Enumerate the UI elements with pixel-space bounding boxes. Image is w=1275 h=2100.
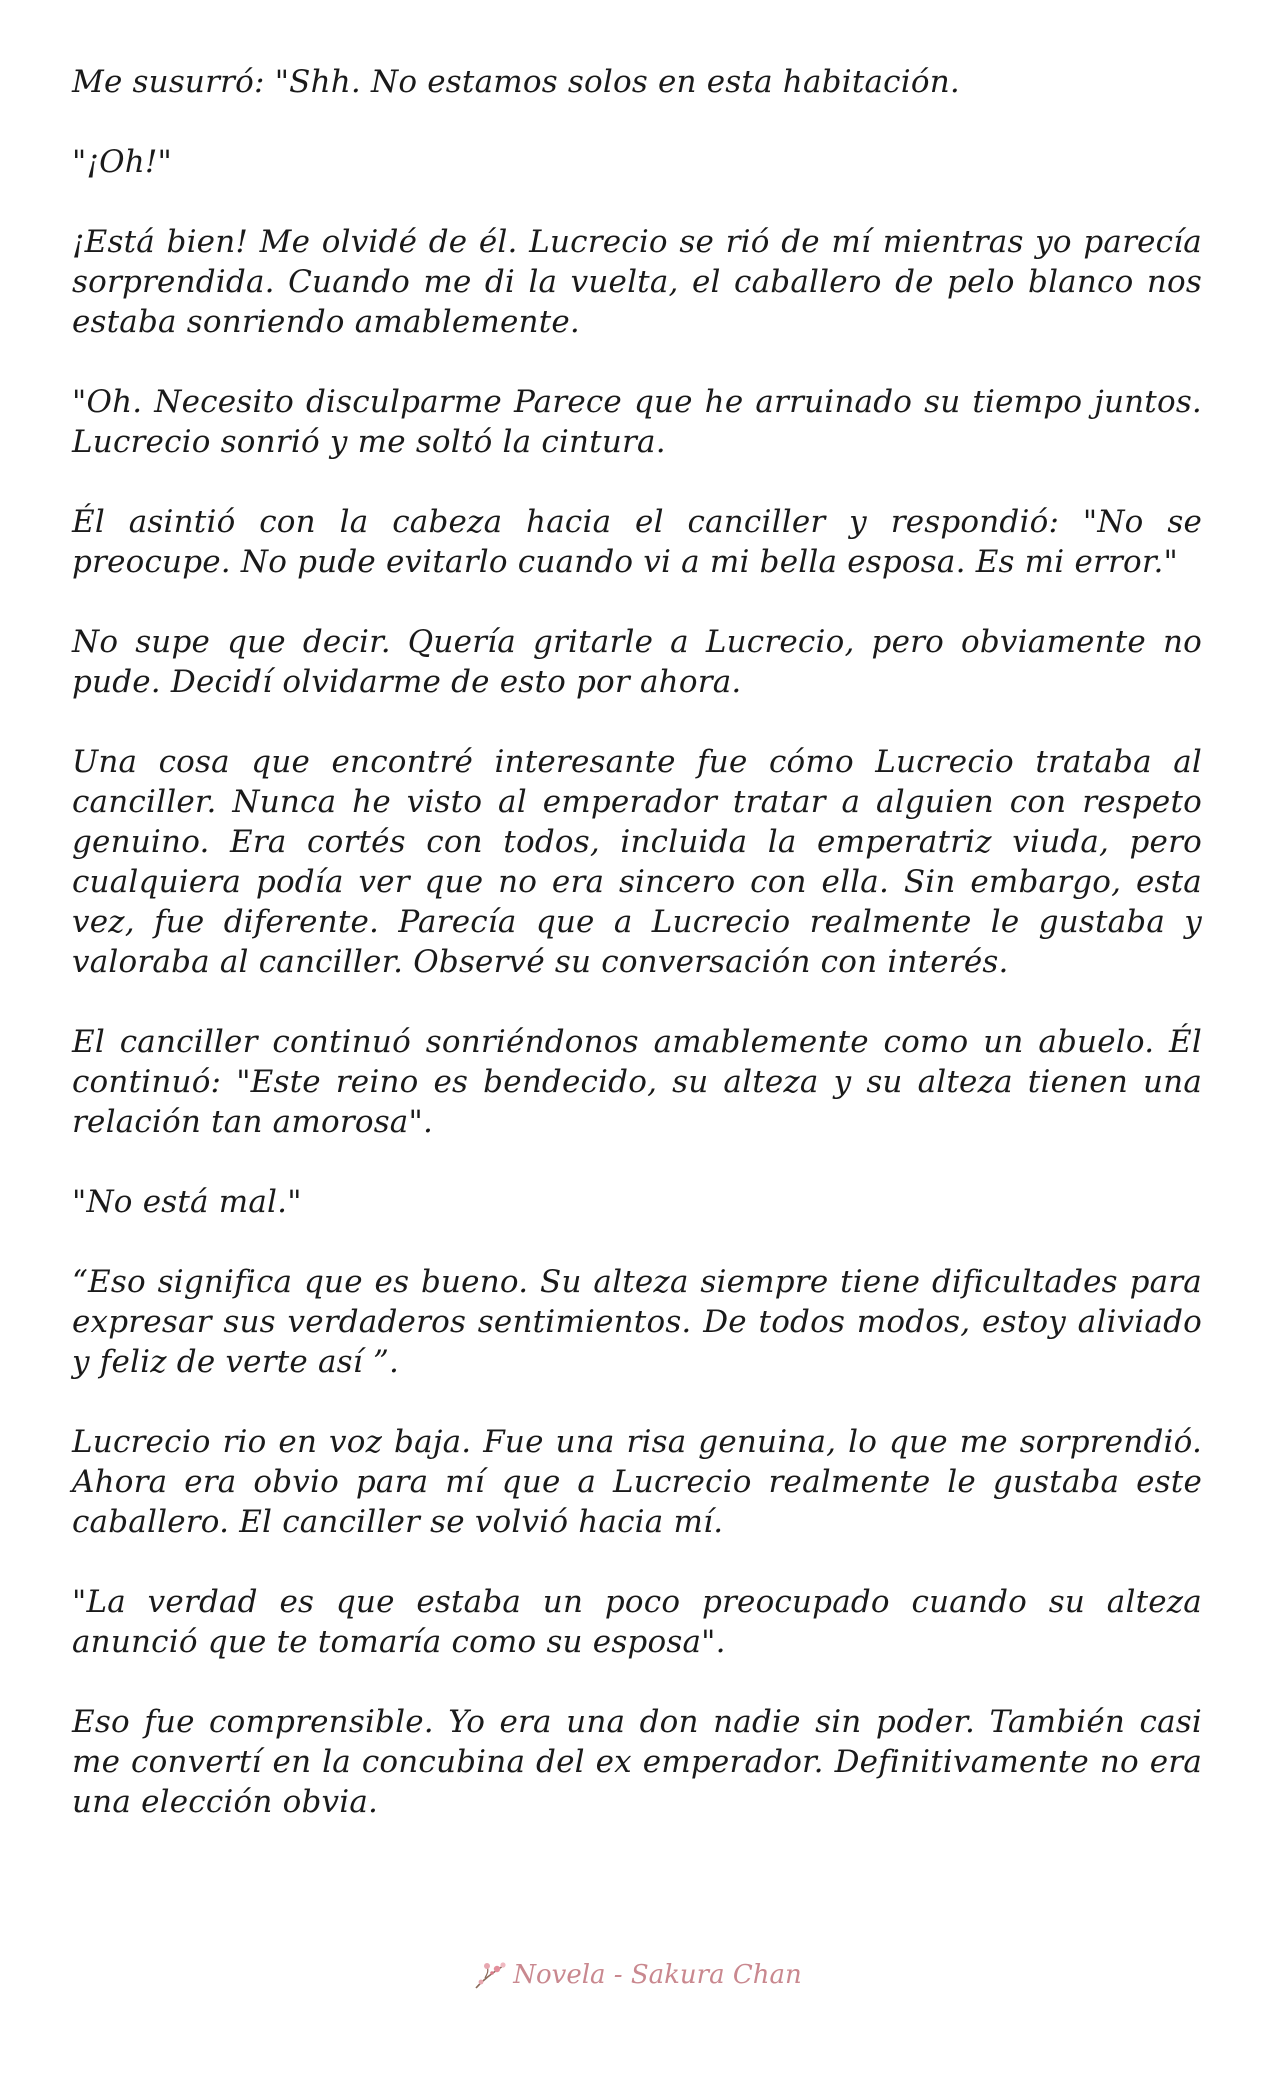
paragraph-8: El canciller continuó sonriéndonos amablemente como un abuelo. Él continuó: "Este reino es bendecido, su alteza y su alteza tienen una relación tan amorosa". <box>72 1024 1202 1140</box>
paragraph-7: Una cosa que encontré interesante fue cómo Lucrecio trataba al canciller. Nunca he visto al emperador tratar a alguien con respeto genuino. Era cortés con todos, incluida la emperatriz viuda, pero cualquiera podía ver que no era sincero con ella. Sin embargo, esta vez, fue diferente. Parecía que a Lucrecio realmente le gustaba y valoraba al canciller. Observé su conversación con interés. <box>72 744 1202 980</box>
paragraph-9: "No está mal." <box>72 1184 302 1220</box>
paragraph-11: Lucrecio rio en voz baja. Fue una risa genuina, lo que me sorprendió. Ahora era obvio para mí que a Lucrecio realmente le gustaba este caballero. El canciller se volvió hacia mí. <box>72 1424 1202 1540</box>
paragraph-6: No supe que decir. Quería gritarle a Lucrecio, pero obviamente no pude. Decidí olvidarme de esto por ahora. <box>72 624 1202 700</box>
footer-text: Novela - Sakura Chan <box>513 1960 802 1990</box>
paragraph-3: ¡Está bien! Me olvidé de él. Lucrecio se rió de mí mientras yo parecía sorprendida. Cuando me di la vuelta, el caballero de pelo blanco nos estaba sonriendo amablemente. <box>72 224 1202 340</box>
sakura-branch-icon <box>473 1958 507 1992</box>
document-body <box>72 62 1202 1862</box>
paragraph-10: “Eso significa que es bueno. Su alteza siempre tiene dificultades para expresar sus verdaderos sentimientos. De todos modos, estoy aliviado y feliz de verte así ”. <box>72 1264 1202 1380</box>
paragraph-12: "La verdad es que estaba un poco preocupado cuando su alteza anunció que te tomaría como su esposa". <box>72 1584 1202 1660</box>
paragraph-2: "¡Oh!" <box>72 144 173 180</box>
paragraph-4: "Oh. Necesito disculparme Parece que he arruinado su tiempo juntos. Lucrecio sonrió y me soltó la cintura. <box>72 384 1202 460</box>
paragraph-13: Eso fue comprensible. Yo era una don nadie sin poder. También casi me convertí en la concubina del ex emperador. Definitivamente no era una elección obvia. <box>72 1704 1202 1820</box>
footer-watermark <box>0 1958 1275 1992</box>
paragraph-5: Él asintió con la cabeza hacia el canciller y respondió: "No se preocupe. No pude evitarlo cuando vi a mi bella esposa. Es mi error." <box>72 504 1202 580</box>
paragraph-1: Me susurró: "Shh. No estamos solos en esta habitación. <box>72 64 960 100</box>
